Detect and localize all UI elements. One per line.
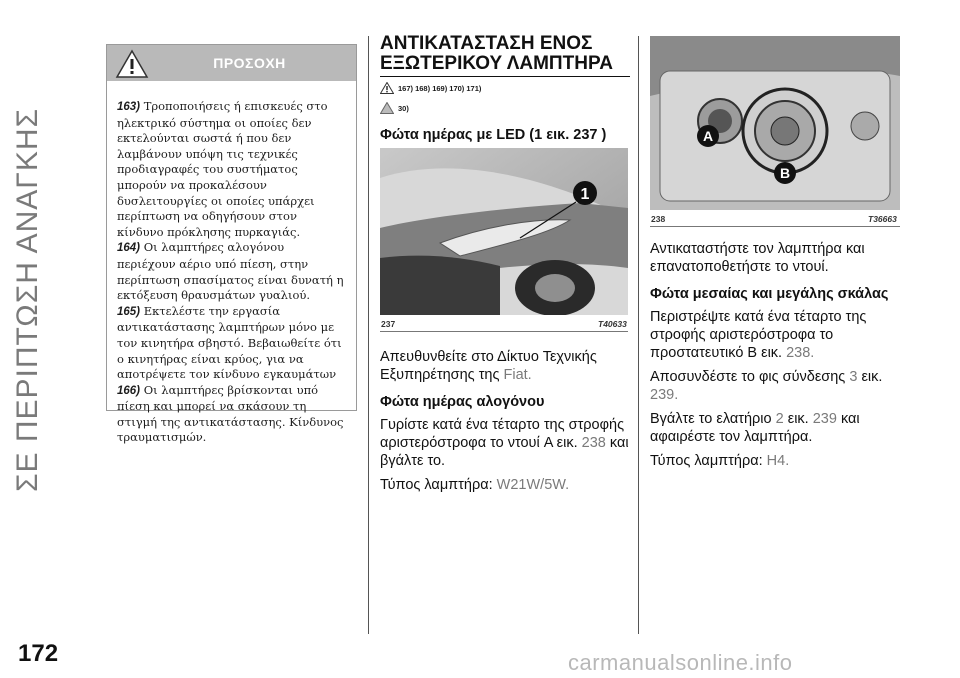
warning-number: 165) xyxy=(117,305,141,318)
section-title-line: ΕΞΩΤΕΡΙΚΟΥ ΛΑΜΠΤΗΡΑ xyxy=(380,53,613,74)
warning-paragraph xyxy=(117,383,346,446)
rotate-figure-ref: 238. xyxy=(786,345,815,361)
disconnect-item-ref: 3 xyxy=(849,369,858,385)
replace-text: Αντικαταστήστε τον λαμπτήρα και επανατοποθετήστε το ντουί. xyxy=(650,241,865,275)
bulb-type-label: Τύπος λαμπτήρα: xyxy=(650,453,763,469)
warning-text: Τροποποιήσεις ή επισκευές στο ηλεκτρικό σύστημα οι οποίες δεν εκτελούνται σωστά ή που δεν λαμβάνουν υπόψη τις τεχνικές προδιαγραφές του συστήματος μπορούν να προκαλέσουν δυσλειτουργίες οι οποίες υπάρχει περίπτωση να οδηγήσουν στον κίνδυνο πρόκλησης πυρκαγιάς. xyxy=(117,99,328,239)
warning-paragraph xyxy=(117,304,346,383)
note-refs-text: 30) xyxy=(398,103,409,113)
led-text-brand: Fiat. xyxy=(503,367,532,383)
warning-refs-text: 167) 168) 169) 170) 171) xyxy=(398,83,482,93)
spring-text xyxy=(650,410,910,446)
warning-paragraph xyxy=(117,99,346,240)
disconnect-text-main: Αποσυνδέστε το φις σύνδεσης xyxy=(650,369,846,385)
high-low-beam-title: Φώτα μεσαίας και μεγάλης σκάλας xyxy=(650,286,889,302)
middle-column xyxy=(380,34,630,143)
side-chapter-title-text: ΣΕ ΠΕΡΙΠΤΩΣΗ ΑΝΑΓΚΗΣ xyxy=(11,107,44,493)
halogen-title: Φώτα ημέρας αλογόνου xyxy=(380,394,545,410)
figure-237-code: T40633 xyxy=(598,319,627,329)
watermark: carmanualsonline.info xyxy=(568,650,793,675)
section-title-line: ΑΝΤΙΚΑΤΑΣΤΑΣΗ ΕΝΟΣ xyxy=(380,33,593,54)
section-title xyxy=(380,34,630,74)
warning-paragraph xyxy=(117,240,346,303)
led-title: Φώτα ημέρας με LED (1 εικ. 237 ) xyxy=(380,127,607,143)
warning-text: Οι λαμπτήρες βρίσκονται υπό πίεση και μπορεί να σκάσουν τη στιγμή της αντικατάστασης. Κίνδυνος τραυματισμών. xyxy=(117,382,344,445)
warning-triangle-icon xyxy=(380,82,394,94)
warning-header xyxy=(107,45,356,81)
rotate-text-main: Περιστρέψτε κατά ένα τέταρτο της στροφής αριστερόστροφα το προστατευτικό B εικ. xyxy=(650,309,867,361)
halogen-text-main: Γυρίστε κατά ένα τέταρτο της στροφής αριστερόστροφα το ντουί A εικ. xyxy=(380,417,625,451)
warning-box xyxy=(106,44,357,445)
warning-text: Οι λαμπτήρες αλογόνου περιέχουν αέριο υπό πίεση, στην περίπτωση σπασίματος είναι δυνατή η εκτόξευση θραυσμάτων γυαλιού. xyxy=(117,240,344,303)
figure-237-callout: 1 xyxy=(580,186,590,203)
spring-fig-label: εικ. xyxy=(787,411,809,427)
halogen-text-end: και βγάλτε το. xyxy=(380,435,629,469)
warning-heading: ΠΡΟΣΟΧΗ xyxy=(213,55,286,71)
disconnect-figure-ref: 239. xyxy=(650,387,679,403)
note-refs xyxy=(380,101,630,115)
spring-figure-ref: 239 xyxy=(812,411,837,427)
column-divider xyxy=(638,36,639,634)
title-rule xyxy=(380,76,630,77)
figure-238-image xyxy=(650,36,900,210)
page-number: 172 xyxy=(18,640,59,667)
warning-refs xyxy=(380,81,630,95)
spring-text-main: Βγάλτε το ελατήριο xyxy=(650,411,772,427)
bulb-type-label: Τύπος λαμπτήρα: xyxy=(380,477,493,493)
warning-number: 163) xyxy=(117,101,141,113)
right-column-text xyxy=(650,240,910,470)
bulb-type-value: W21W/5W. xyxy=(496,477,570,493)
figure-238-rule xyxy=(650,226,900,227)
rotate-text xyxy=(650,308,910,362)
spring-text-end: και αφαιρέστε τον λαμπτήρα. xyxy=(650,411,860,445)
disconnect-fig-label: εικ. xyxy=(861,369,883,385)
figure-238-callout-a: A xyxy=(702,128,714,144)
warning-text: Εκτελέστε την εργασία αντικατάστασης λαμπτήρων μόνο με τον κινητήρα σβηστό. Βεβαιωθείτε ότι ο κινητήρας είναι κρύος, για να αποτρέψετε τον κίνδυνο εγκαυμάτων xyxy=(117,303,342,382)
figure-238-callout-b: B xyxy=(779,165,791,181)
bulb-type-line xyxy=(650,452,910,470)
bulb-type-value: H4. xyxy=(766,453,790,469)
warning-body xyxy=(107,81,356,446)
bulb-type-line xyxy=(380,476,630,494)
figure-238-number: 238 xyxy=(651,214,666,224)
led-text-main: Απευθυνθείτε στο Δίκτυο Τεχνικής Εξυπηρέτησης της xyxy=(380,349,597,383)
warning-number: 166) xyxy=(117,384,141,397)
note-icon xyxy=(380,102,394,114)
figure-237-number: 237 xyxy=(381,319,396,329)
figure-237-rule xyxy=(380,331,628,332)
spring-item-ref: 2 xyxy=(775,411,784,427)
figure-237-image xyxy=(380,148,628,315)
figure-238-code: T36663 xyxy=(868,214,897,224)
halogen-text xyxy=(380,416,630,470)
disconnect-text xyxy=(650,368,910,404)
column-divider xyxy=(368,36,369,634)
led-text xyxy=(380,348,630,384)
middle-column-text xyxy=(380,348,630,494)
warning-number: 164) xyxy=(117,242,141,255)
halogen-figure-ref: 238 xyxy=(581,435,606,451)
